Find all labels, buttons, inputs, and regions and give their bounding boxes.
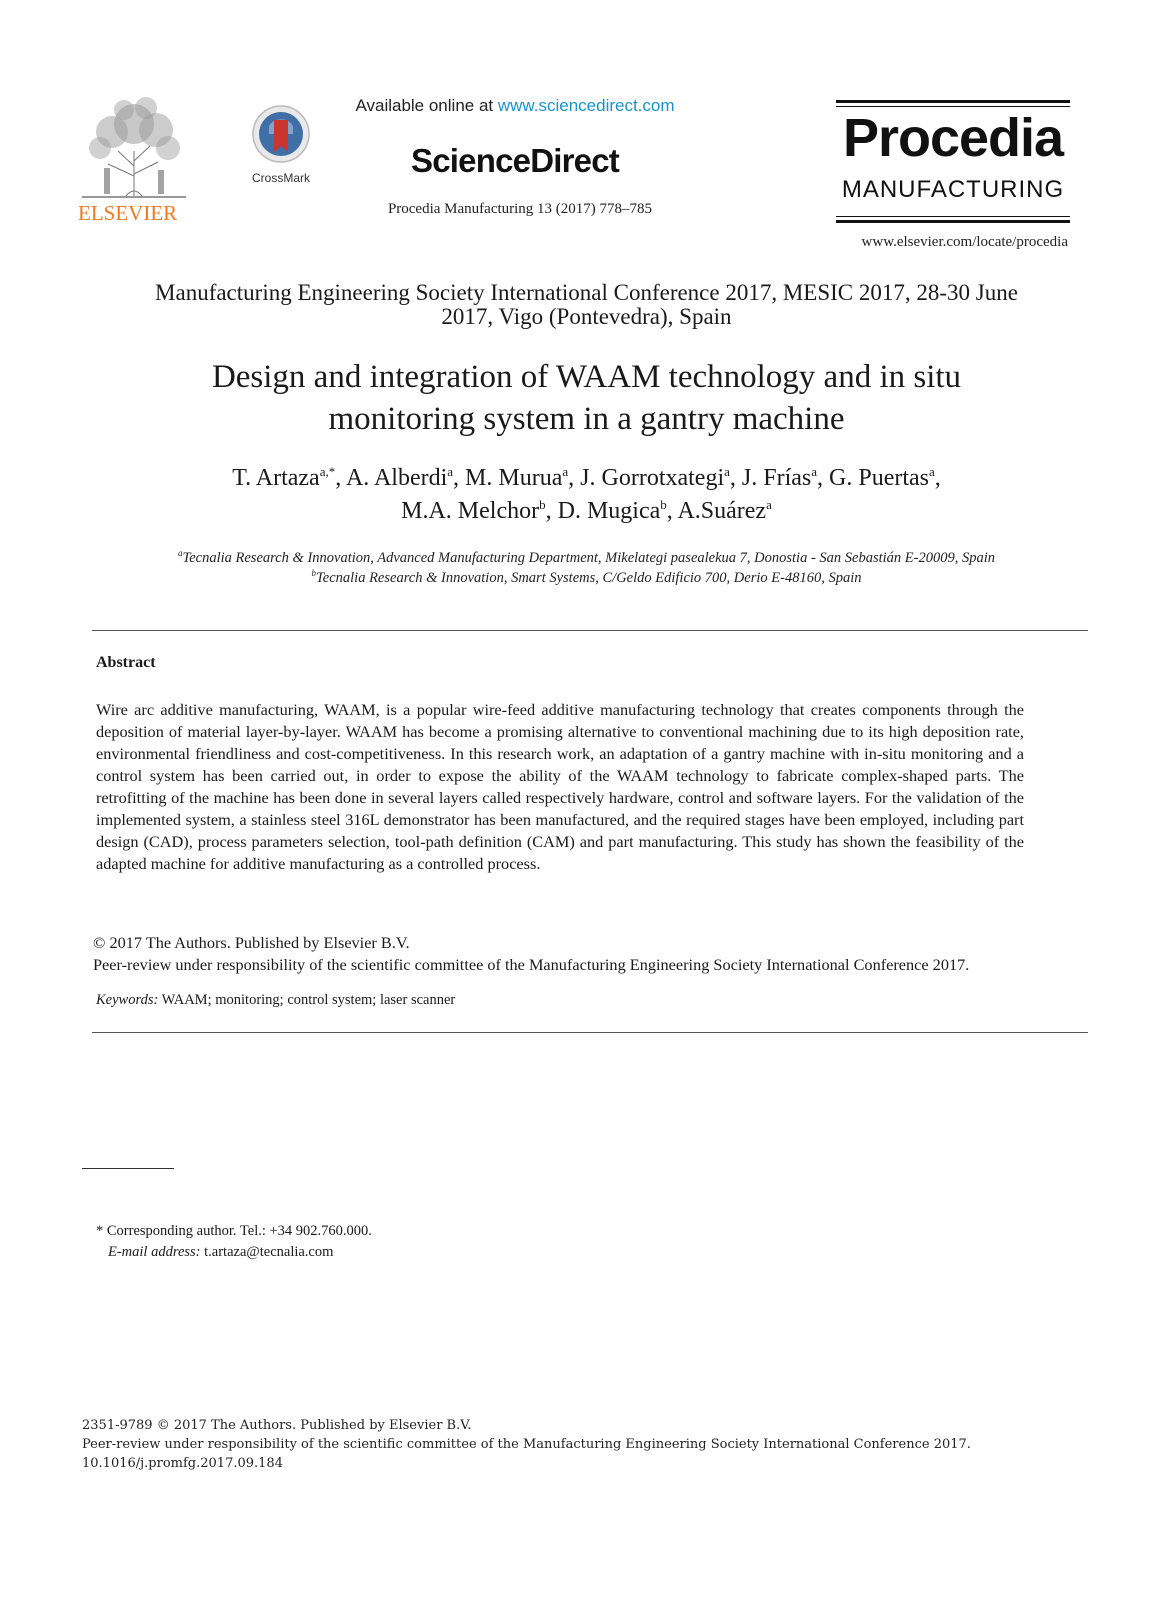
email-address[interactable]: t.artaza@tecnalia.com	[200, 1244, 334, 1260]
paper-title	[80, 356, 1093, 440]
author-affil: a	[929, 464, 935, 479]
elsevier-wordmark: ELSEVIER	[78, 201, 178, 225]
author-name: M.A. Melchor	[401, 498, 540, 524]
author-sep: ,	[729, 465, 742, 491]
email-label: E-mail address:	[108, 1244, 201, 1260]
corresponding-author: * Corresponding author. Tel.: +34 902.760.000.	[96, 1223, 372, 1239]
affiliation-marker: a	[177, 548, 183, 559]
logo-rule-bottom	[836, 220, 1070, 223]
copyright-notice: © 2017 The Authors. Published by Elsevier B.V.	[93, 933, 410, 952]
affiliation-a	[60, 548, 1113, 568]
author-sep: ,	[453, 465, 466, 491]
author-affil: a	[447, 464, 454, 479]
footer-peer-review: Peer-review under responsibility of the scientific committee of the Manufacturing Engineering Society International Conference 2017.	[82, 1437, 971, 1452]
logo-rule-bottom-thin	[836, 216, 1070, 217]
corresponding-email	[108, 1244, 333, 1261]
author-sep: ,	[666, 498, 678, 524]
author-list	[80, 462, 1093, 528]
journal-reference: Procedia Manufacturing 13 (2017) 778–785	[387, 201, 653, 217]
logo-rule-top	[836, 100, 1070, 103]
author-affil: b	[539, 497, 546, 512]
keywords-list: WAAM; monitoring; control system; laser scanner	[158, 992, 456, 1008]
author-sep: ,	[934, 465, 941, 491]
footer-doi[interactable]: 10.1016/j.promfg.2017.09.184	[82, 1456, 283, 1471]
keywords	[96, 992, 455, 1009]
authors-line-1	[80, 462, 1093, 495]
author-sep: ,	[817, 465, 830, 491]
author-affil: b	[660, 497, 667, 512]
author-sep: ,	[568, 465, 581, 491]
author-name: M. Murua	[465, 465, 563, 491]
author-affil: a	[562, 464, 569, 479]
crossmark-label: CrossMark	[251, 171, 310, 185]
elsevier-tree-icon	[78, 96, 190, 200]
procedia-wordmark: Procedia	[842, 108, 1064, 168]
author-name: J. Gorrotxategi	[580, 465, 725, 491]
author-name: G. Puertas	[829, 465, 930, 491]
sciencedirect-logo: ScienceDirect	[411, 142, 619, 179]
author-name: A.Suárez	[677, 498, 767, 524]
divider-bottom	[92, 1032, 1088, 1033]
affiliation-marker: b	[311, 568, 317, 579]
author-sep: ,	[335, 465, 346, 491]
author-name: J. Frías	[741, 465, 812, 491]
peer-review-notice: Peer-review under responsibility of the scientific committee of the Manufacturing Engineering Society International Conference 2017.	[93, 955, 970, 974]
affiliation-b	[60, 568, 1113, 588]
journal-url[interactable]: www.elsevier.com/locate/procedia	[861, 234, 1068, 250]
abstract-body: Wire arc additive manufacturing, WAAM, is a popular wire-feed additive manufacturing technology that creates components through the deposition of material layer-by-layer. WAAM has become a promising alternative to conventional machining due to its high deposition rate, environmental friendliness and cost-competitiveness. In this research work, an adaptation of a gantry machine with in-situ monitoring and a control system has been carried out, in order to expose the ability of the WAAM technology to fabricate complex-shaped parts. The retrofitting of the machine has been done in several layers called respectively hardware, control and software layers. For the validation of the implemented system, a stainless steel 316L demonstrator has been manufactured, and the required stages have been employed, including part design (CAD), process parameters selection, tool-path definition (CAM) and part manufacturing. This study has shown the feasibility of the adapted machine for additive manufacturing as a controlled process.	[96, 700, 1024, 873]
conference-line-1: Manufacturing Engineering Society International Conference 2017, MESIC 2017, 28-30 June	[155, 280, 1018, 305]
available-online-line	[300, 96, 730, 116]
abstract-heading: Abstract	[96, 654, 156, 671]
affiliations	[60, 548, 1113, 588]
conference-line-2: 2017, Vigo (Pontevedra), Spain	[441, 304, 732, 329]
author-affil: a,*	[319, 464, 336, 479]
author-name: D. Mugica	[557, 498, 661, 524]
crossmark-badge[interactable]	[240, 104, 322, 185]
footer-issn: 2351-9789 © 2017 The Authors. Published by Elsevier B.V.	[82, 1418, 472, 1433]
footnote-rule	[82, 1168, 174, 1169]
affiliation-text: Tecnalia Research & Innovation, Smart Systems, C/Geldo Edificio 700, Derio E-48160, Spain	[316, 570, 862, 586]
author-name: T. Artaza	[232, 465, 320, 491]
author-sep: ,	[545, 498, 558, 524]
affiliation-text: Tecnalia Research & Innovation, Advanced Manufacturing Department, Mikelategi pasealekua 7, Donostia - San Sebastián E-20009, Spain	[182, 550, 996, 566]
keywords-label: Keywords:	[96, 992, 159, 1008]
elsevier-logo	[78, 96, 190, 226]
divider-top	[92, 630, 1088, 631]
title-line-2: monitoring system in a gantry machine	[328, 401, 845, 437]
manufacturing-wordmark: MANUFACTURING	[841, 176, 1065, 203]
author-name: A. Alberdi	[345, 465, 448, 491]
author-affil: a	[766, 497, 772, 512]
conference-name	[80, 281, 1093, 329]
available-prefix: Available online at	[355, 96, 498, 115]
title-line-1: Design and integration of WAAM technology and in situ	[211, 359, 962, 395]
procedia-manufacturing-logo	[836, 100, 1070, 224]
authors-line-2	[80, 495, 1093, 528]
author-affil: a	[724, 464, 730, 479]
sciencedirect-link[interactable]: www.sciencedirect.com	[497, 96, 675, 115]
author-affil: a	[811, 464, 818, 479]
